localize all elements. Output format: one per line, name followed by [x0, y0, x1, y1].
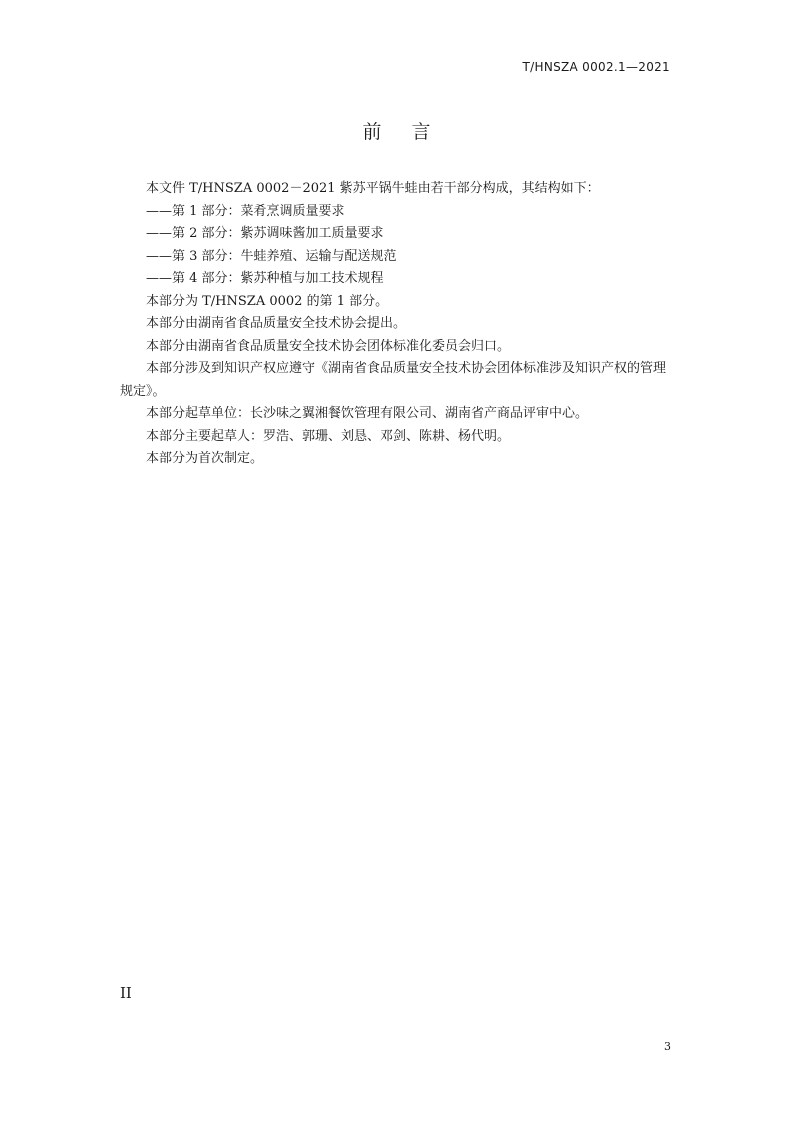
paragraph-intro: 本文件 T/HNSZA 0002－2021 紫苏平锅牛蛙由若干部分构成，其结构如下：: [146, 181, 600, 196]
paragraph-first-edition: 本部分为首次制定。: [146, 451, 264, 466]
page-title: 前言: [362, 121, 461, 143]
foreword-body: [120, 178, 675, 471]
list-item-part-3: ——第 3 部分：牛蛙养殖、运输与配送规范: [146, 248, 397, 264]
paragraph-ip-notice: 本部分涉及到知识产权应遵守《湖南省食品质量安全技术协会团体标准涉及知识产权的管理规定》。: [120, 361, 667, 399]
paragraph-drafting-units: 本部分起草单位：长沙味之翼湘餐饮管理有限公司、湖南省产商品评审中心。: [146, 406, 589, 421]
list-item-part-1: ——第 1 部分：菜肴烹调质量要求: [146, 203, 345, 219]
paragraph-administrator: 本部分由湖南省食品质量安全技术协会团体标准化委员会归口。: [146, 338, 511, 354]
paragraph-part-statement: 本部分为 T/HNSZA 0002 的第 1 部分。: [146, 293, 389, 309]
page-number: 3: [664, 1040, 671, 1053]
paragraph-drafters: 本部分主要起草人：罗浩、郭珊、刘恳、邓剑、陈耕、杨代明。: [146, 428, 511, 444]
list-item-part-2: ——第 2 部分：紫苏调味酱加工质量要求: [146, 226, 384, 241]
list-item-part-4: ——第 4 部分：紫苏种植与加工技术规程: [146, 271, 384, 286]
roman-page-number: II: [120, 984, 132, 1002]
paragraph-proposer: 本部分由湖南省食品质量安全技术协会提出。: [146, 316, 407, 331]
standard-number: T/HNSZA 0002.1—2021: [522, 60, 670, 74]
